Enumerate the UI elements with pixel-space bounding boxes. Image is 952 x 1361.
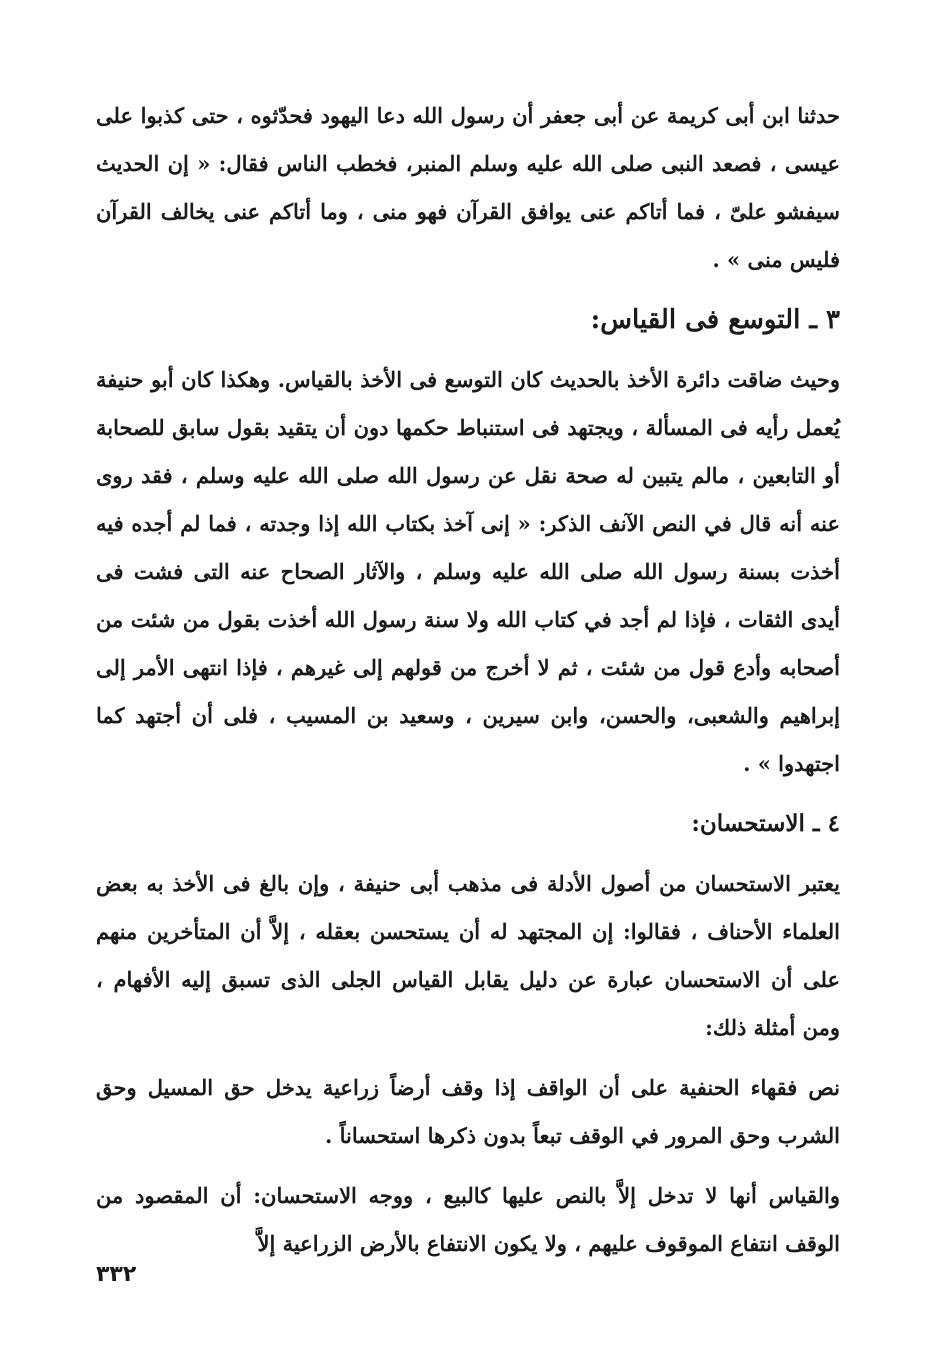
- section-heading-istihsan: ٤ ـ الاستحسان:: [691, 810, 840, 837]
- paragraph-istihsan-definition: يعتبر الاستحسان من أصول الأدلة فى مذهب أبى حنيفة ، وإن بالغ فى الأخذ به بعض العلماء الأحناف ، فقالوا: إن المجتهد له أن يستحسن بعقله ، إلاَّ أن المتأخرين منهم على أن الاستحسان عبارة عن دليل يقابل القياس الجلى الذى تسبق إليه الأفهام ، ومن أمثلة ذلك:: [96, 871, 840, 1040]
- section-heading-qiyas: ٣ ـ التوسع فى القياس:: [590, 305, 840, 335]
- paragraph-qiyas: وحيث ضاقت دائرة الأخذ بالحديث كان التوسع فى الأخذ بالقياس. وهكذا كان أبو حنيفة يُعمل رأيه فى المسألة ، ويجتهد فى استنباط حكمها دون أن يتقيد بقول سابق للصحابة أو التابعين ، مالم يتبين له صحة نقل عن رسول الله صلى الله عليه وسلم ، فقد روى عنه أنه قال في النص الآنف الذكر: « إنى آخذ بكتاب الله إذا وجدته ، فما لم أجده فيه أخذت بسنة رسول الله صلى الله عليه وسلم ، والآثار الصحاح عنه التى فشت فى أيدى الثقات ، فإذا لم أجد في كتاب الله ولا سنة رسول الله أخذت بقول من شئت من أصحابه وأدع قول من شئت ، ثم لا أخرج من قولهم إلى غيرهم ، فإذا انتهى الأمر إلى إبراهيم والشعبى، والحسن، وابن سيرين ، وسعيد بن المسيب ، فلى أن أجتهد كما اجتهدوا » .: [96, 367, 840, 776]
- page-number: ٣٣٢: [96, 1262, 137, 1287]
- document-body: [96, 92, 840, 1280]
- paragraph-intro: حدثنا ابن أبى كريمة عن أبى جعفر أن رسول الله دعا اليهود فحدّثوه ، حتى كذبوا على عيسى ، فصعد النبى صلى الله عليه وسلم المنبر، فخطب الناس فقال: « إن الحديث سيفشو علىّ ، فما أتاكم عنى يوافق القرآن فهو منى ، وما أتاكم عنى يخالف القرآن فليس منى » .: [96, 103, 840, 272]
- paragraph-istihsan-example: نص فقهاء الحنفية على أن الواقف إذا وقف أرضاً زراعية يدخل حق المسيل وحق الشرب وحق المرور في الوقف تبعاً بدون ذكرها استحساناً .: [96, 1075, 840, 1148]
- paragraph-istihsan-reasoning: والقياس أنها لا تدخل إلاَّ بالنص عليها كالبيع ، ووجه الاستحسان: أن المقصود من الوقف انتفاع الموقوف عليهم ، ولا يكون الانتفاع بالأرض الزراعية إلاَّ: [96, 1183, 840, 1256]
